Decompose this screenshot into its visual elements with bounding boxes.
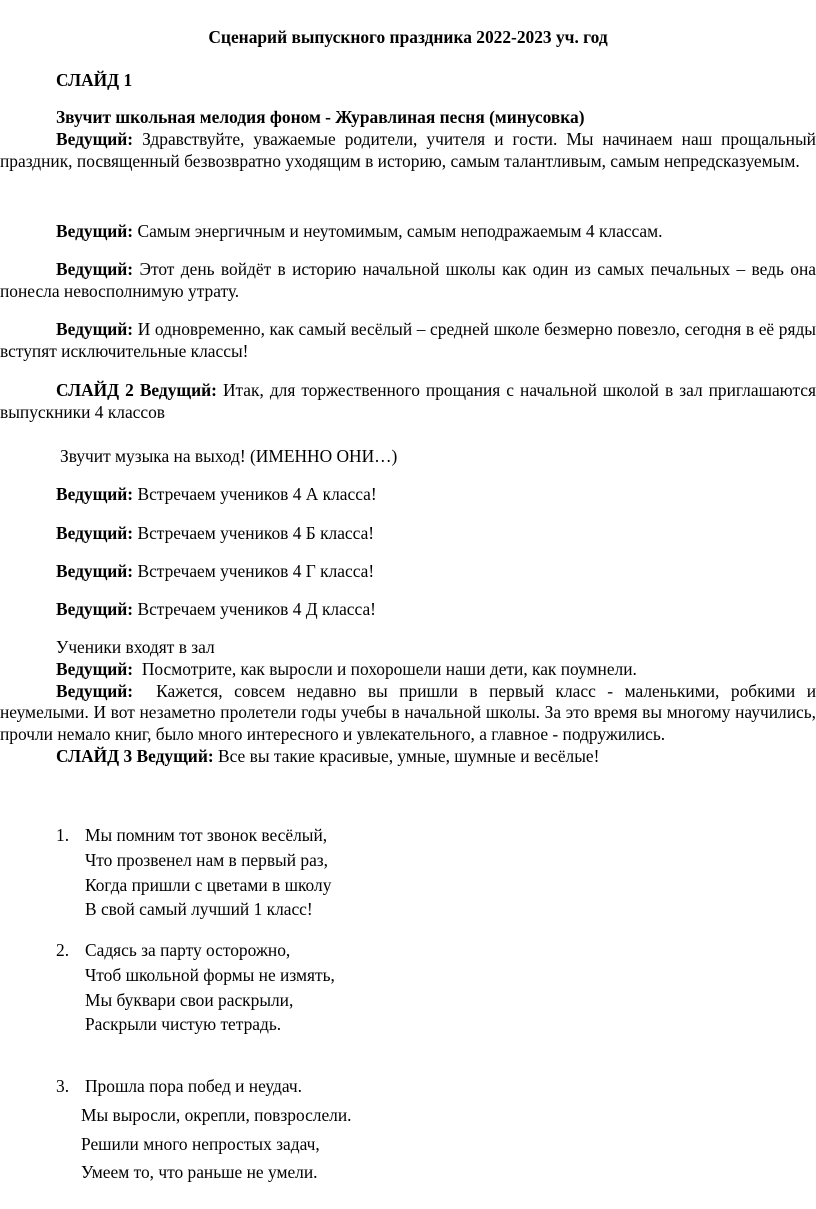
poem-verse-2	[56, 940, 335, 1036]
paragraph-2	[0, 221, 816, 243]
host-speech: И одновременно, как самый весёлый – средней школе безмерно повезло, сегодня в её ряды вступят исключительные классы!	[0, 319, 816, 361]
verse-number: 1.	[56, 825, 70, 845]
greeting-b	[56, 523, 756, 545]
host-label: Ведущий:	[56, 221, 134, 241]
paragraph-enter	[0, 637, 816, 768]
host-label: Ведущий:	[56, 523, 134, 543]
verse-line: Раскрыли чистую тетрадь.	[85, 1014, 282, 1035]
verse-number: 3.	[56, 1076, 70, 1096]
host-label: Ведущий:	[56, 680, 134, 701]
verse-line: В свой самый лучший 1 класс!	[85, 899, 313, 920]
paragraph-5	[0, 380, 816, 424]
paragraph-3	[0, 259, 816, 303]
host-label: Ведущий:	[139, 380, 217, 400]
students-enter-note: Ученики входят в зал	[56, 637, 215, 657]
slide-2-heading: СЛАЙД 2	[56, 380, 134, 400]
poem-verse-3	[56, 1076, 352, 1184]
host-label: Ведущий:	[136, 745, 214, 766]
poem-verse-1	[56, 825, 331, 921]
verse-line: Прошла пора побед и неудач.	[85, 1076, 302, 1096]
verse-line: Мы буквари свои раскрыли,	[85, 989, 294, 1010]
melody-note: Звучит школьная мелодия фоном - Журавлиная песня (минусовка)	[56, 107, 585, 127]
host-label: Ведущий:	[56, 128, 134, 149]
greeting-text: Встречаем учеников 4 А класса!	[137, 484, 377, 504]
host-label: Ведущий:	[56, 319, 134, 339]
host-speech: Посмотрите, как выросли и похорошели наши дети, как поумнели.	[141, 658, 637, 679]
verse-line: Мы выросли, окрепли, повзрослели.	[81, 1104, 352, 1125]
greeting-g	[56, 561, 756, 583]
verse-number: 2.	[56, 940, 70, 960]
greeting-text: Встречаем учеников 4 Г класса!	[137, 561, 375, 581]
host-label: Ведущий:	[56, 658, 134, 679]
host-speech: Все вы такие красивые, умные, шумные и весёлые!	[218, 745, 600, 766]
host-speech: Здравствуйте, уважаемые родители, учителя и гости. Мы начинаем наш прощальный праздник, посвященный безвозвратно уходящим в историю, самым талантливым, самым непредсказуемым.	[0, 128, 816, 171]
host-speech: Этот день войдёт в историю начальной школы как один из самых печальных – ведь она понесла невосполнимую утрату.	[0, 259, 816, 301]
host-speech: Кажется, совсем недавно вы пришли в первый класс - маленькими, робкими и неумелыми. И вот незаметно пролетели годы учебы в начальной школы. За это время вы многому научились, прочли немало книг, было много интересного и увлекательного, а главное - подружились.	[0, 680, 816, 744]
slide-1-heading: СЛАЙД 1	[56, 70, 133, 90]
host-speech: Самым энергичным и неутомимым, самым неподражаемым 4 классам.	[137, 221, 663, 241]
verse-line: Чтоб школьной формы не измять,	[85, 964, 335, 985]
paragraph-4	[0, 319, 816, 363]
host-label: Ведущий:	[56, 599, 134, 619]
verse-line: Решили много непростых задач,	[81, 1133, 320, 1154]
host-label: Ведущий:	[56, 484, 134, 504]
host-text-8	[0, 746, 816, 768]
verse-line: Что прозвенел нам в первый раз,	[85, 849, 329, 870]
greeting-text: Встречаем учеников 4 Д класса!	[137, 599, 376, 619]
greeting-a	[56, 484, 756, 506]
paragraph-1	[0, 107, 816, 172]
host-label: Ведущий:	[56, 259, 134, 279]
verse-line: Умеем то, что раньше не умели.	[81, 1162, 318, 1183]
host-text-6	[0, 659, 816, 681]
host-label: Ведущий:	[56, 561, 134, 581]
host-text-7	[0, 681, 816, 746]
slide-3-heading: СЛАЙД 3	[56, 745, 133, 766]
verse-line: Садясь за парту осторожно,	[85, 940, 291, 960]
verse-line: Мы помним тот звонок весёлый,	[85, 825, 328, 845]
host-speech: Итак, для торжественного прощания с начальной школой в зал приглашаются выпускники 4 классов	[0, 380, 816, 422]
host-text-1	[0, 129, 816, 173]
document-title: Сценарий выпускного праздника 2022-2023 уч. год	[208, 27, 608, 47]
greeting-d	[56, 599, 756, 621]
greeting-text: Встречаем учеников 4 Б класса!	[137, 523, 375, 543]
verse-line: Когда пришли с цветами в школу	[85, 874, 332, 895]
music-note: Звучит музыка на выход! (ИМЕННО ОНИ…)	[60, 446, 398, 466]
